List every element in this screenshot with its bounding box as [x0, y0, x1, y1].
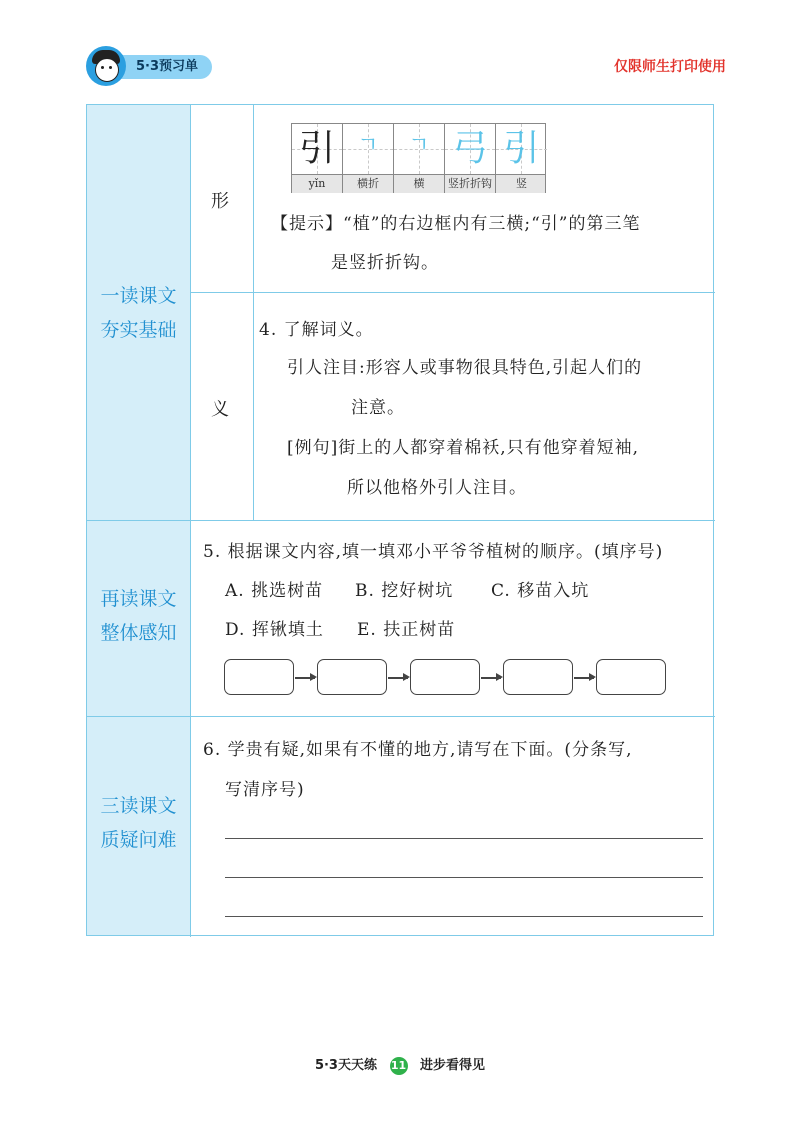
stroke-cell-3: 弓 — [445, 124, 496, 174]
stroke-labels — [292, 174, 545, 193]
answer-line-2[interactable] — [225, 877, 703, 878]
definition-line-2: 注意。 — [351, 398, 405, 418]
arrow-1 — [295, 677, 315, 679]
option-a: A. 挑选树苗 — [225, 581, 324, 601]
option-b: B. 挖好树坑 — [355, 581, 454, 601]
usage-restriction: 仅限师生打印使用 — [614, 59, 726, 75]
stroke-label-2: 横 — [394, 175, 445, 193]
page-number: 11 — [390, 1057, 408, 1075]
hint-line-1: 【提示】“植”的右边框内有三横;“引”的第三笔 — [271, 214, 641, 234]
example-line-2: 所以他格外引人注目。 — [347, 478, 527, 498]
stroke-label-1: 横折 — [343, 175, 394, 193]
page-footer — [0, 1054, 800, 1075]
worksheet-table — [86, 104, 714, 936]
question-6-line-1: 6. 学贵有疑,如果有不懂的地方,请写在下面。(分条写, — [203, 740, 633, 760]
stroke-cell-2: ㄱ — [394, 124, 445, 174]
stroke-cell-4: 引 — [496, 124, 547, 174]
pinyin-label: yǐn — [292, 175, 343, 193]
mascot-avatar — [86, 46, 126, 86]
footer-slogan: 进步看得见 — [420, 1058, 486, 1073]
stroke-cell-character: 引 — [292, 124, 343, 174]
order-box-2[interactable] — [317, 659, 387, 695]
order-box-1[interactable] — [224, 659, 294, 695]
section-1-title: 一读课文 夯实基础 — [100, 285, 177, 341]
option-d: D. 挥锹填土 — [225, 620, 324, 640]
meaning-label: 义 — [211, 399, 229, 420]
order-box-5[interactable] — [596, 659, 666, 695]
section-3-title: 三读课文 质疑问难 — [100, 795, 177, 851]
form-label: 形 — [211, 191, 229, 212]
stroke-label-3: 竖折折钩 — [445, 175, 496, 193]
example-line-1: [例句]街上的人都穿着棉袄,只有他穿着短袖, — [287, 438, 640, 458]
question-6-line-2: 写清序号) — [225, 780, 305, 800]
stroke-label-4: 竖 — [516, 177, 527, 190]
stroke-order-grid — [291, 123, 546, 193]
answer-line-3[interactable] — [225, 916, 703, 917]
option-c: C. 移苗入坑 — [491, 581, 590, 601]
answer-line-1[interactable] — [225, 838, 703, 839]
order-box-4[interactable] — [503, 659, 573, 695]
option-e: E. 扶正树苗 — [357, 620, 456, 640]
hint-line-2: 是竖折折钩。 — [331, 253, 439, 273]
arrow-4 — [574, 677, 594, 679]
footer-series: 5·3天天练 — [314, 1058, 377, 1073]
question-5: 5. 根据课文内容,填一填邓小平爷爷植树的顺序。(填序号) — [203, 542, 664, 562]
order-box-3[interactable] — [410, 659, 480, 695]
definition-line-1: 引人注目:形容人或事物很具特色,引起人们的 — [287, 358, 643, 378]
arrow-3 — [481, 677, 501, 679]
series-label: 5·3预习单 — [116, 55, 212, 79]
page-header — [86, 46, 726, 86]
stroke-cell-1: ㄱ — [343, 124, 394, 174]
arrow-2 — [388, 677, 408, 679]
question-4: 4. 了解词义。 — [259, 320, 374, 340]
section-2-title: 再读课文 整体感知 — [100, 588, 177, 644]
